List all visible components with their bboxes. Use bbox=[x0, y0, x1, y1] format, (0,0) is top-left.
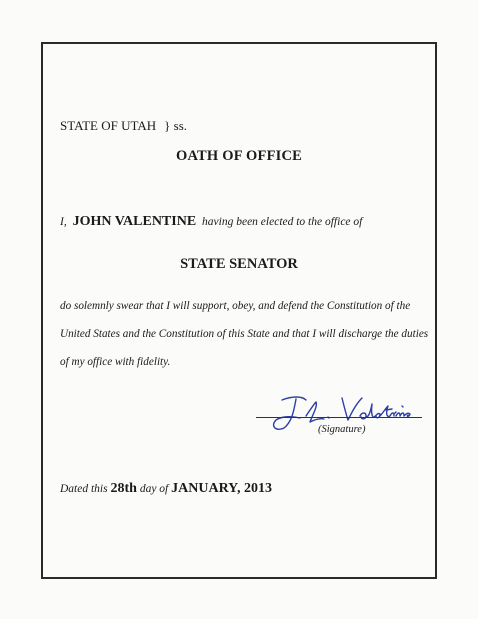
state-heading bbox=[60, 118, 187, 134]
document-title: OATH OF OFFICE bbox=[175, 148, 303, 164]
dated-month-year: JANUARY, 2013 bbox=[171, 481, 273, 496]
state-label: STATE OF UTAH bbox=[60, 118, 157, 133]
oath-line: of my office with fidelity. bbox=[60, 356, 171, 368]
state-suffix: } ss. bbox=[164, 118, 188, 133]
intro-suffix: having been elected to the office of bbox=[202, 216, 363, 228]
dated-middle: day of bbox=[139, 483, 169, 495]
intro-prefix: I, bbox=[60, 216, 67, 228]
dated-day: 28th bbox=[110, 481, 137, 496]
dated-prefix: Dated this bbox=[60, 483, 108, 495]
signature-label: (Signature) bbox=[318, 424, 366, 435]
dated-line bbox=[60, 481, 272, 497]
office-title: STATE SENATOR bbox=[180, 256, 298, 272]
oath-line: do solemnly swear that I will support, obey, and defend the Constitution of the bbox=[60, 300, 411, 312]
oath-intro bbox=[60, 214, 362, 230]
signature-line bbox=[256, 417, 422, 418]
official-name: JOHN VALENTINE bbox=[72, 214, 197, 229]
oath-body bbox=[60, 292, 430, 376]
oath-line: United States and the Constitution of this State and that I will discharge the duties bbox=[60, 328, 429, 340]
